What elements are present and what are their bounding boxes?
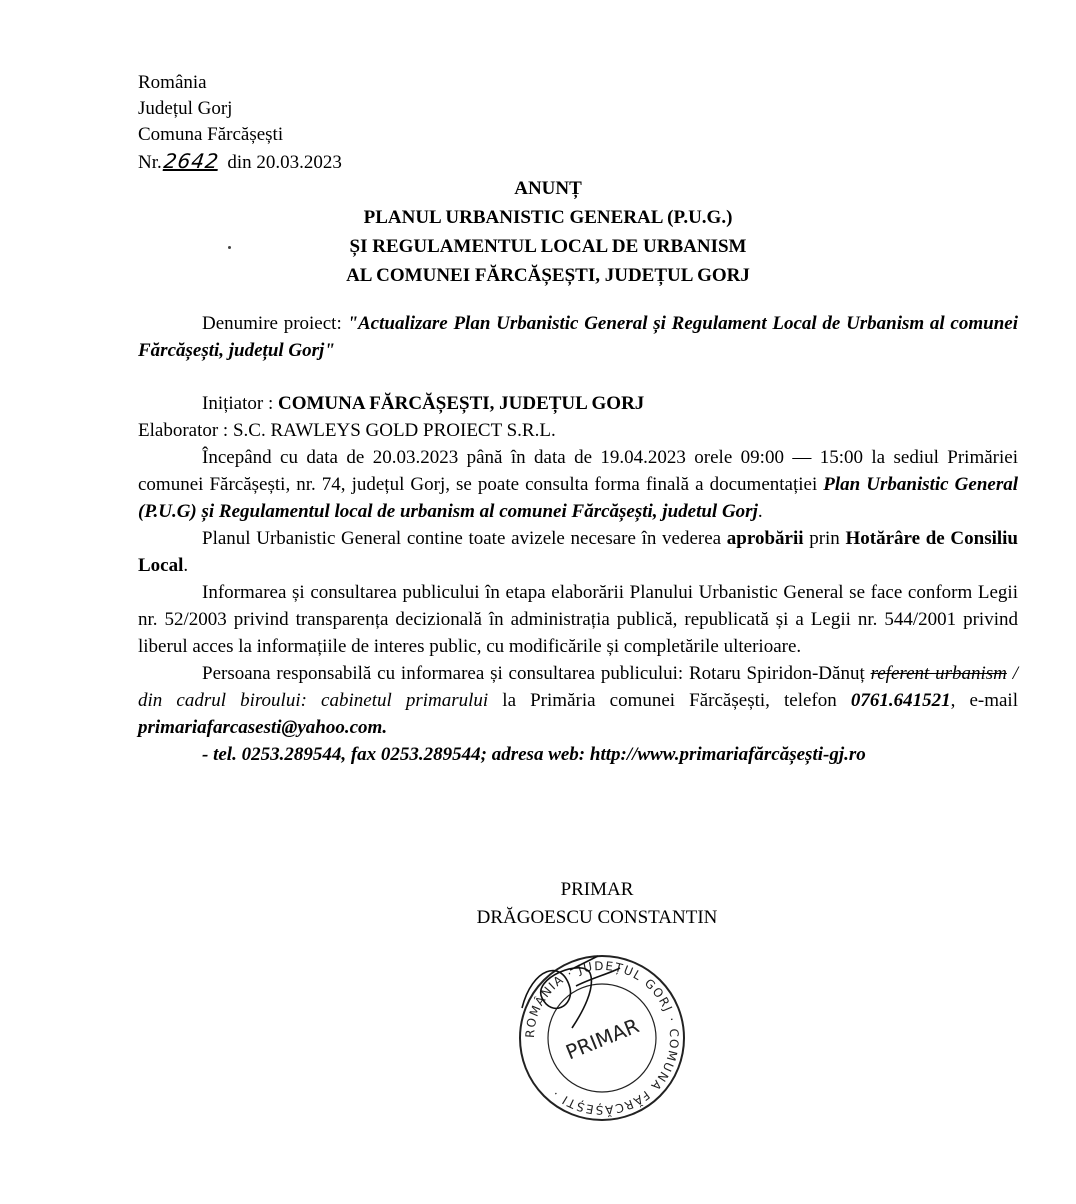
nr-handwritten: 2642	[162, 149, 221, 173]
initiator-line	[138, 390, 1018, 417]
person-office: / din cadrul biroului: cabinetul primarului	[138, 663, 1018, 711]
title-line-2: PLANUL URBANISTIC GENERAL (P.U.G.)	[363, 207, 733, 228]
person-place: la Primăria comunei Fărcășești, telefon	[488, 690, 851, 711]
project-name: "Actualizare Plan Urbanistic General și Regulament Local de Urbanism al comunei Fărcășești, județul Gorj"	[138, 313, 1018, 361]
person-strike: referent urbanism	[870, 663, 1007, 684]
initiator-label: Inițiator :	[202, 393, 278, 414]
title-line-1: ANUNȚ	[514, 178, 582, 199]
approval-text: Planul Urbanistic General contine toate avizele necesare în vederea	[202, 528, 727, 549]
person-text: Persoana responsabilă cu informarea și consultarea publicului: Rotaru Spiridon-Dănuț	[202, 663, 871, 684]
header-county: Județul Gorj	[138, 98, 233, 119]
nr-prefix: Nr.	[138, 152, 162, 173]
title-line-4: AL COMUNEI FĂRCĂȘEȘTI, JUDEȚUL GORJ	[346, 265, 750, 286]
header-country: România	[138, 72, 207, 93]
header-commune: Comuna Fărcășești	[138, 124, 284, 145]
announcement-body	[138, 310, 1018, 768]
approval-hcl: Hotărâre de Consiliu Local	[138, 528, 1018, 576]
header-registration	[138, 148, 342, 176]
initiator-value: COMUNA FĂRCĂȘEȘTI, JUDEȚUL GORJ	[277, 393, 645, 414]
consult-document: Plan Urbanistic General (P.U.G) și Regulamentul local de urbanism al comunei Fărcășești, judetul Gorj	[138, 474, 1018, 522]
email-address: primariafarcasesti@yahoo.com.	[138, 717, 388, 738]
announcement-title	[0, 174, 1076, 290]
document-header	[138, 70, 342, 176]
signature-name: DRĂGOESCU CONSTANTIN	[476, 907, 718, 928]
signature-block	[0, 876, 1076, 932]
info-paragraph: Informarea și consultarea publicului în etapa elaborării Planului Urbanistic General se face conform Legii nr. 52/2003 privind transparența decizională în administrația publică, republicată și a Legii nr. 544/2001 privind liberul acces la informațiile de interes public, cu modificările și completările ulterioare.	[138, 582, 1018, 657]
consult-text: Începând cu data de 20.03.2023 până în data de 19.04.2023 orele 09:00 — 15:00 la sediul Primăriei comunei Fărcășești, nr. 74, județul Gorj, se poate consulta forma finală a documentației	[138, 447, 1018, 495]
responsible-paragraph: Persoana responsabilă cu informarea și consultarea publicului: Rotaru Spiridon-Dănuț referent urbanism / din cadrul biroului: cabinetul primarului la Primăria comunei Fărcășești, telefon 0761.641521, e-mail primariafarcasesti@yahoo.com.	[138, 663, 1018, 738]
signature-role: PRIMAR	[560, 879, 634, 900]
stamp-center-text: PRIMAR	[562, 1013, 643, 1065]
title-line-3: ȘI REGULAMENTUL LOCAL DE URBANISM	[349, 236, 747, 257]
stamp-ring-text: ROMÂNIA · JUDEȚUL GORJ · COMUNA FĂRCĂȘEȘTI ·	[522, 958, 682, 1118]
approval-paragraph: Planul Urbanistic General contine toate avizele necesare în vederea aprobării prin Hotărâre de Consiliu Local.	[138, 528, 1018, 576]
nr-date: din 20.03.2023	[227, 152, 342, 173]
approval-bold: aprobării	[726, 528, 804, 549]
official-stamp	[512, 948, 692, 1128]
contact-line: - tel. 0253.289544, fax 0253.289544; adresa web: http://www.primariafărcășești-gj.ro	[202, 744, 866, 765]
project-label: Denumire proiect:	[202, 313, 348, 334]
project-paragraph	[138, 310, 1018, 364]
phone-number: 0761.641521	[850, 690, 951, 711]
consult-paragraph: Începând cu data de 20.03.2023 până în data de 19.04.2023 orele 09:00 — 15:00 la sediul Primăriei comunei Fărcășești, nr. 74, județul Gorj, se poate consulta forma finală a documentației Plan Urbanistic General (P.U.G) și Regulamentul local de urbanism al comunei Fărcășești, judetul Gorj.	[138, 447, 1018, 522]
elaborator-line: Elaborator : S.C. RAWLEYS GOLD PROIECT S.R.L.	[138, 420, 556, 441]
